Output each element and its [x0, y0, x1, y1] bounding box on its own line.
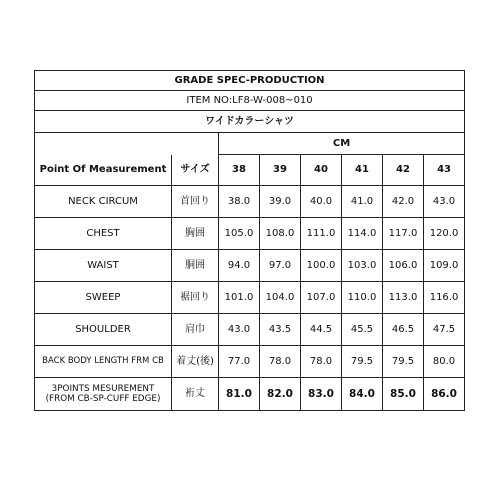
table-row — [35, 218, 465, 250]
measurement-value: 46.5 — [383, 314, 424, 346]
table-row — [35, 282, 465, 314]
measurement-value: 39.0 — [260, 186, 301, 218]
measurement-value: 97.0 — [260, 250, 301, 282]
measurement-value: 40.0 — [301, 186, 342, 218]
measurement-name-jp: 裾回り — [172, 282, 219, 314]
measurement-name-jp: 胴囲 — [172, 250, 219, 282]
item-number: ITEM NO:LF8-W-008~010 — [35, 91, 465, 111]
header-size-38: 38 — [219, 155, 260, 186]
measurement-name-jp: 首回り — [172, 186, 219, 218]
measurement-value: 101.0 — [219, 282, 260, 314]
measurement-value: 84.0 — [342, 378, 383, 411]
table-row — [35, 346, 465, 378]
measurement-value: 104.0 — [260, 282, 301, 314]
measurement-value: 79.5 — [342, 346, 383, 378]
measurement-value: 78.0 — [301, 346, 342, 378]
measurement-value: 47.5 — [424, 314, 465, 346]
product-name: ワイドカラーシャツ — [35, 111, 465, 133]
measurement-name-jp: 胸囲 — [172, 218, 219, 250]
measurement-value: 77.0 — [219, 346, 260, 378]
measurement-value: 111.0 — [301, 218, 342, 250]
measurement-value: 86.0 — [424, 378, 465, 411]
table-row — [35, 314, 465, 346]
measurement-name: SWEEP — [35, 282, 172, 314]
measurement-name-jp: 肩巾 — [172, 314, 219, 346]
measurement-value: 43.0 — [424, 186, 465, 218]
measurement-value: 100.0 — [301, 250, 342, 282]
measurement-name: CHEST — [35, 218, 172, 250]
header-size-39: 39 — [260, 155, 301, 186]
measurement-value: 78.0 — [260, 346, 301, 378]
measurement-value: 106.0 — [383, 250, 424, 282]
header-size-43: 43 — [424, 155, 465, 186]
measurement-name: SHOULDER — [35, 314, 172, 346]
header-spacer — [35, 133, 219, 155]
header-size-40: 40 — [301, 155, 342, 186]
measurement-value: 38.0 — [219, 186, 260, 218]
table-row — [35, 378, 465, 411]
measurement-value: 82.0 — [260, 378, 301, 411]
header-row — [35, 155, 465, 186]
unit-label: CM — [219, 133, 465, 155]
measurement-value: 103.0 — [342, 250, 383, 282]
measurement-name: 3POINTS MESUREMENT (FROM CB-SP-CUFF EDGE) — [35, 378, 172, 411]
measurement-value: 43.5 — [260, 314, 301, 346]
measurement-value: 113.0 — [383, 282, 424, 314]
measurement-name: BACK BODY LENGTH FRM CB — [35, 346, 172, 378]
measurement-value: 108.0 — [260, 218, 301, 250]
header-size-41: 41 — [342, 155, 383, 186]
measurement-value: 44.5 — [301, 314, 342, 346]
measurement-value: 114.0 — [342, 218, 383, 250]
measurement-value: 120.0 — [424, 218, 465, 250]
measurement-value: 42.0 — [383, 186, 424, 218]
measurement-value: 109.0 — [424, 250, 465, 282]
measurement-value: 81.0 — [219, 378, 260, 411]
measurement-value: 110.0 — [342, 282, 383, 314]
measurement-value: 85.0 — [383, 378, 424, 411]
measurement-value: 79.5 — [383, 346, 424, 378]
table-row — [35, 186, 465, 218]
measurement-name: WAIST — [35, 250, 172, 282]
measurement-value: 117.0 — [383, 218, 424, 250]
table-row — [35, 250, 465, 282]
sheet-title: GRADE SPEC-PRODUCTION — [35, 71, 465, 91]
measurement-value: 45.5 — [342, 314, 383, 346]
header-size-jp: サイズ — [172, 155, 219, 186]
measurement-value: 116.0 — [424, 282, 465, 314]
spec-table — [34, 70, 465, 411]
measurement-name-jp: 裄丈 — [172, 378, 219, 411]
measurement-value: 41.0 — [342, 186, 383, 218]
measurement-name-jp: 着丈(後) — [172, 346, 219, 378]
measurement-value: 107.0 — [301, 282, 342, 314]
header-measurement: Point Of Measurement — [35, 155, 172, 186]
measurement-name: NECK CIRCUM — [35, 186, 172, 218]
measurement-value: 83.0 — [301, 378, 342, 411]
measurement-value: 43.0 — [219, 314, 260, 346]
measurement-value: 105.0 — [219, 218, 260, 250]
header-size-42: 42 — [383, 155, 424, 186]
measurement-value: 94.0 — [219, 250, 260, 282]
measurement-value: 80.0 — [424, 346, 465, 378]
